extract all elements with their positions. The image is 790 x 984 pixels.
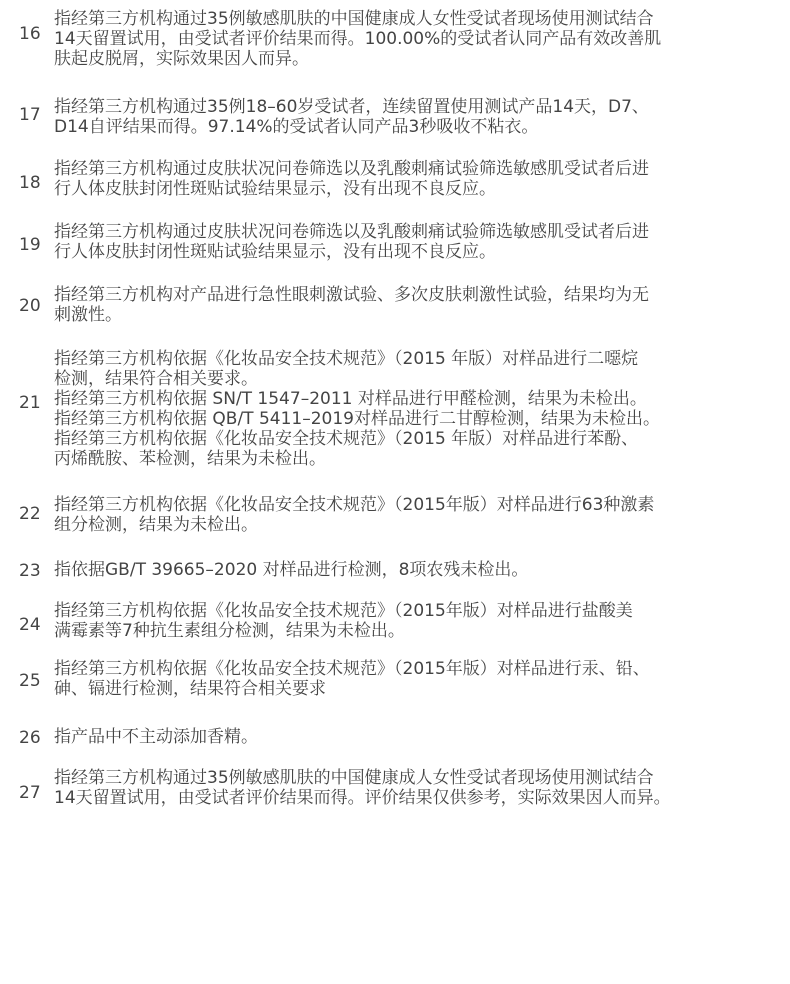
footnote-line: 满霉素等7种抗生素组分检测，结果为未检出。 xyxy=(54,621,405,641)
footnote-text xyxy=(54,349,788,469)
footnote-line: 丙烯酰胺、苯检测，结果为未检出。 xyxy=(54,449,326,469)
footnote-line: 指经第三方机构依据《化妆品安全技术规范》（2015 年版）对样品进行苯酚、 xyxy=(54,429,639,449)
footnote-line: D14自评结果而得。97.14%的受试者认同产品3秒吸收不粘衣。 xyxy=(54,117,539,137)
footnote-line: 指经第三方机构通过35例敏感肌肤的中国健康成人女性受试者现场使用测试结合 xyxy=(54,768,654,788)
footnote-line: 指经第三方机构依据《化妆品安全技术规范》（2015 年版）对样品进行二噁烷 xyxy=(54,349,639,369)
footnote-line: 砷、镉进行检测，结果符合相关要求 xyxy=(54,679,326,699)
footnote-line: 指经第三方机构依据《化妆品安全技术规范》（2015年版）对样品进行汞、铅、 xyxy=(54,659,650,679)
footnote-number: 19 xyxy=(19,235,41,255)
footnote-text xyxy=(54,601,788,641)
footnote-number: 16 xyxy=(19,24,41,44)
footnote-number: 24 xyxy=(19,615,41,635)
footnote-number: 20 xyxy=(19,296,41,316)
footnote-line: 肤起皮脱屑，实际效果因人而异。 xyxy=(54,49,309,69)
footnote-line: 指经第三方机构对产品进行急性眼刺激试验、多次皮肤刺激性试验，结果均为无 xyxy=(54,285,649,305)
footnote-line: 指经第三方机构依据《化妆品安全技术规范》（2015年版）对样品进行盐酸美 xyxy=(54,601,633,621)
footnote-text xyxy=(54,768,788,808)
footnote-text xyxy=(54,285,788,325)
footnote-text xyxy=(54,97,788,137)
footnote-text xyxy=(54,222,788,262)
footnote-line: 刺激性。 xyxy=(54,305,122,325)
footnote-line: 检测，结果符合相关要求。 xyxy=(54,369,258,389)
footnote-line: 指产品中不主动添加香精。 xyxy=(54,727,258,747)
footnote-number: 21 xyxy=(19,393,41,413)
footnote-line: 指经第三方机构依据 QB/T 5411–2019对样品进行二甘醇检测，结果为未检出。 xyxy=(54,409,660,429)
footnote-line: 14天留置试用，由受试者评价结果而得。评价结果仅供参考，实际效果因人而异。 xyxy=(54,788,671,808)
footnote-text xyxy=(54,159,788,199)
footnote-text xyxy=(54,727,788,747)
footnote-number: 27 xyxy=(19,783,41,803)
footnote-number: 26 xyxy=(19,728,41,748)
footnote-line: 指经第三方机构依据 SN/T 1547–2011 对样品进行甲醛检测，结果为未检出。 xyxy=(54,389,647,409)
footnote-line: 指经第三方机构依据《化妆品安全技术规范》（2015年版）对样品进行63种激素 xyxy=(54,495,655,515)
footnote-line: 组分检测，结果为未检出。 xyxy=(54,515,258,535)
footnote-text xyxy=(54,659,788,699)
footnote-number: 18 xyxy=(19,173,41,193)
footnote-number: 25 xyxy=(19,671,41,691)
footnote-number: 22 xyxy=(19,504,41,524)
footnote-line: 14天留置试用，由受试者评价结果而得。100.00%的受试者认同产品有效改善肌 xyxy=(54,29,662,49)
footnote-text xyxy=(54,560,788,580)
footnote-text xyxy=(54,9,788,69)
footnote-line: 指经第三方机构通过皮肤状况问卷筛选以及乳酸刺痛试验筛选敏感肌受试者后进 xyxy=(54,159,649,179)
footnote-text xyxy=(54,495,788,535)
footnote-line: 指依据GB/T 39665–2020 对样品进行检测，8项农残未检出。 xyxy=(54,560,529,580)
footnote-line: 行人体皮肤封闭性斑贴试验结果显示，没有出现不良反应。 xyxy=(54,242,496,262)
footnote-line: 行人体皮肤封闭性斑贴试验结果显示，没有出现不良反应。 xyxy=(54,179,496,199)
footnote-line: 指经第三方机构通过35例18–60岁受试者，连续留置使用测试产品14天，D7、 xyxy=(54,97,649,117)
footnote-number: 23 xyxy=(19,561,41,581)
footnote-number: 17 xyxy=(19,105,41,125)
footnote-line: 指经第三方机构通过35例敏感肌肤的中国健康成人女性受试者现场使用测试结合 xyxy=(54,9,654,29)
footnote-line: 指经第三方机构通过皮肤状况问卷筛选以及乳酸刺痛试验筛选敏感肌受试者后进 xyxy=(54,222,649,242)
